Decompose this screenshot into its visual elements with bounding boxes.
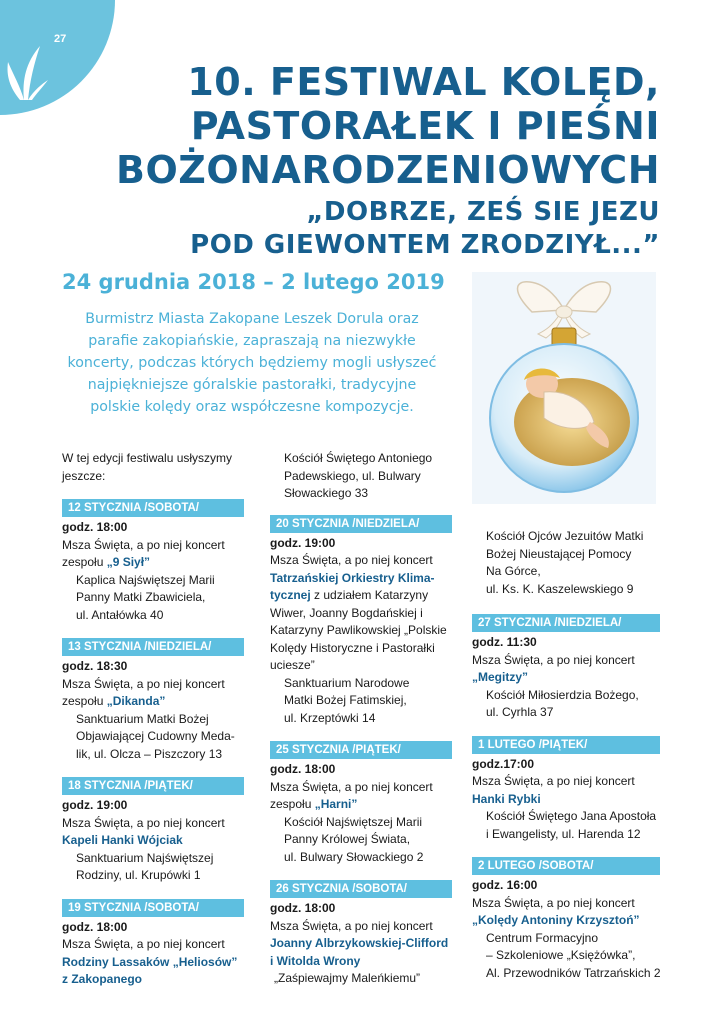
event-performer: z Zakopanego: [62, 972, 143, 986]
event-performer: Hanki Rybki: [472, 791, 541, 806]
performer-prefix: zespołu: [62, 694, 107, 708]
event-time: godz. 19:00: [270, 535, 336, 550]
event-performer: Tatrzańskiej Orkiestry Klima-: [270, 570, 435, 585]
event-time: godz. 18:30: [62, 659, 128, 673]
event-header: 25 STYCZNIA /PIĄTEK/: [270, 741, 452, 759]
event-time: godz. 18:00: [270, 762, 336, 776]
event-place: ul. Cyrhla 37: [486, 705, 554, 719]
event-mass: Msza Święta, a po niej koncert: [472, 895, 635, 910]
event-performer: Joanny Albrzykowskiej-Clifford: [270, 936, 449, 950]
event-mass: Msza Święta, a po niej koncert: [62, 937, 225, 951]
column-2: [270, 450, 470, 1002]
event-mass: Msza Święta, a po niej koncert: [472, 652, 635, 667]
event-26-stycznia-place: [472, 528, 672, 598]
event-mass: Msza Święta, a po niej koncert: [62, 537, 225, 552]
event-header: 26 STYCZNIA /SOBOTA/: [270, 880, 452, 898]
lead-text: W tej edycji festiwalu usłyszymy jeszcze:: [62, 451, 233, 483]
event-performer: „Dikanda”: [106, 694, 166, 708]
event-place: Kościół Świętego Antoniego: [284, 451, 433, 465]
subtitle-line-2: POD GIEWONTEM ZRODZIYŁ...”: [190, 230, 660, 260]
event-place: Objawiającej Cudowny Meda-: [76, 729, 235, 743]
event-place: Sanktuarium Matki Bożej: [76, 711, 209, 726]
event-header: 1 LUTEGO /PIĄTEK/: [472, 736, 660, 754]
event-26-stycznia: [270, 880, 470, 988]
performer-prefix: zespołu: [270, 797, 315, 811]
event-performer: „Kolędy Antoniny Krzysztoń”: [472, 913, 640, 927]
event-place: Kościół Miłosierdzia Bożego,: [486, 687, 639, 702]
event-description: „Zaśpiewajmy Maleńkiemu”: [274, 971, 421, 985]
event-performer: „9 Siył”: [106, 555, 151, 569]
christmas-ornament-illustration: [472, 272, 656, 504]
event-2-lutego: [472, 857, 672, 982]
event-performer: Rodziny Lassaków „Heliosów”: [62, 954, 238, 969]
event-place: – Szkoleniowe „Księżówka”,: [486, 948, 636, 962]
event-time: godz. 18:00: [62, 919, 128, 934]
event-description: Katarzyny Pawlikowskiej „Polskie: [270, 623, 447, 637]
event-time: godz. 19:00: [62, 798, 128, 812]
event-performer: Kapeli Hanki Wójciak: [62, 833, 183, 847]
event-place: ul. Ks. K. Kaszelewskiego 9: [486, 581, 634, 596]
event-time: godz. 16:00: [472, 878, 538, 892]
title-line-3: BOŻONARODZENIOWYCH: [116, 148, 660, 192]
event-place: Padewskiego, ul. Bulwary: [284, 468, 421, 483]
column-1: [62, 450, 262, 1003]
title-line-2: PASTORAŁEK I PIEŚNI: [190, 104, 660, 148]
event-place: Al. Przewodników Tatrzańskich 2: [486, 965, 661, 980]
event-header: 13 STYCZNIA /NIEDZIELA/: [62, 638, 244, 656]
event-header: 19 STYCZNIA /SOBOTA/: [62, 899, 244, 917]
event-place: Sanktuarium Narodowe: [284, 675, 410, 690]
event-place: Kaplica Najświętszej Marii: [76, 572, 215, 587]
event-place: Panny Matki Zbawiciela,: [76, 590, 206, 604]
event-time: godz. 11:30: [472, 635, 537, 649]
event-mass: Msza Święta, a po niej koncert: [472, 774, 635, 788]
event-25-stycznia: [270, 741, 470, 866]
event-place: Rodziny, ul. Krupówki 1: [76, 868, 201, 882]
event-place: lik, ul. Olcza – Piszczory 13: [76, 746, 223, 761]
event-place: Bożej Nieustającej Pomocy: [486, 546, 632, 561]
event-place: ul. Antałówka 40: [76, 607, 164, 622]
event-13-stycznia: [62, 638, 262, 763]
event-description: z udziałem Katarzyny: [310, 588, 429, 602]
event-performer: „Harni”: [314, 797, 358, 811]
event-place: Na Górce,: [486, 564, 541, 578]
column-3: [472, 528, 672, 996]
event-19-stycznia-place: [270, 450, 470, 503]
page-number: 27: [54, 33, 67, 45]
event-header: 20 STYCZNIA /NIEDZIELA/: [270, 515, 452, 533]
event-place: Sanktuarium Najświętszej: [76, 850, 214, 865]
event-time: godz.17:00: [472, 756, 535, 771]
event-mass: Msza Święta, a po niej koncert: [62, 815, 225, 830]
event-place: ul. Bulwary Słowackiego 2: [284, 849, 424, 864]
event-place: Panny Królowej Świata,: [284, 832, 411, 846]
event-time: godz. 18:00: [270, 901, 336, 915]
event-18-stycznia: [62, 777, 262, 885]
ornament-baby-icon: [472, 272, 656, 504]
event-header: 2 LUTEGO /SOBOTA/: [472, 857, 660, 875]
event-place: i Ewangelisty, ul. Harenda 12: [486, 826, 641, 841]
event-place: ul. Krzeptówki 14: [284, 710, 376, 725]
event-description: uciesze”: [270, 658, 315, 672]
event-19-stycznia: [62, 899, 262, 989]
event-description: Wiwer, Joanny Bogdańskiej i: [270, 605, 423, 620]
event-place: Centrum Formacyjno: [486, 930, 599, 945]
event-mass: Msza Święta, a po niej koncert: [270, 779, 433, 794]
festival-title: [40, 60, 660, 262]
event-time: godz. 18:00: [62, 520, 128, 534]
event-12-stycznia: [62, 499, 262, 624]
event-27-stycznia: [472, 614, 672, 722]
event-header: 12 STYCZNIA /SOBOTA/: [62, 499, 244, 517]
event-1-lutego: [472, 736, 672, 844]
intro-text: Burmistrz Miasta Zakopane Leszek Dorula oraz parafie zakopiańskie, zapraszają na niezwykłe koncerty, podczas których będziemy mogli usłyszeć najpiękniejsze góralskie pastorałki, tradycyjne polskie kolędy oraz współczesne kompozycje.: [67, 311, 437, 415]
event-place: Kościół Ojców Jezuitów Matki: [486, 529, 644, 543]
event-place: Kościół Świętego Jana Apostoła: [486, 809, 657, 823]
event-mass: Msza Święta, a po niej koncert: [62, 676, 225, 691]
title-line-1: 10. FESTIWAL KOLĘD,: [187, 60, 660, 104]
event-20-stycznia: [270, 515, 470, 728]
event-mass: Msza Święta, a po niej koncert: [270, 553, 433, 567]
event-mass: Msza Święta, a po niej koncert: [270, 918, 433, 933]
event-place: Matki Bożej Fatimskiej,: [284, 693, 407, 707]
event-place: Kościół Najświętszej Marii: [284, 814, 423, 829]
subtitle-line-1: „DOBRZE, ZEŚ SIE JEZU: [306, 197, 660, 227]
event-header: 27 STYCZNIA /NIEDZIELA/: [472, 614, 660, 632]
performer-prefix: zespołu: [62, 555, 107, 569]
event-performer: tycznej: [270, 588, 311, 602]
event-place: Słowackiego 33: [284, 486, 369, 500]
event-description: Kolędy Historyczne i Pastorałki: [270, 640, 435, 655]
event-performer: i Witolda Wrony: [270, 953, 361, 968]
event-performer: „Megitzy”: [472, 670, 529, 684]
festival-dates: 24 grudnia 2018 – 2 lutego 2019: [62, 270, 445, 294]
event-header: 18 STYCZNIA /PIĄTEK/: [62, 777, 244, 795]
